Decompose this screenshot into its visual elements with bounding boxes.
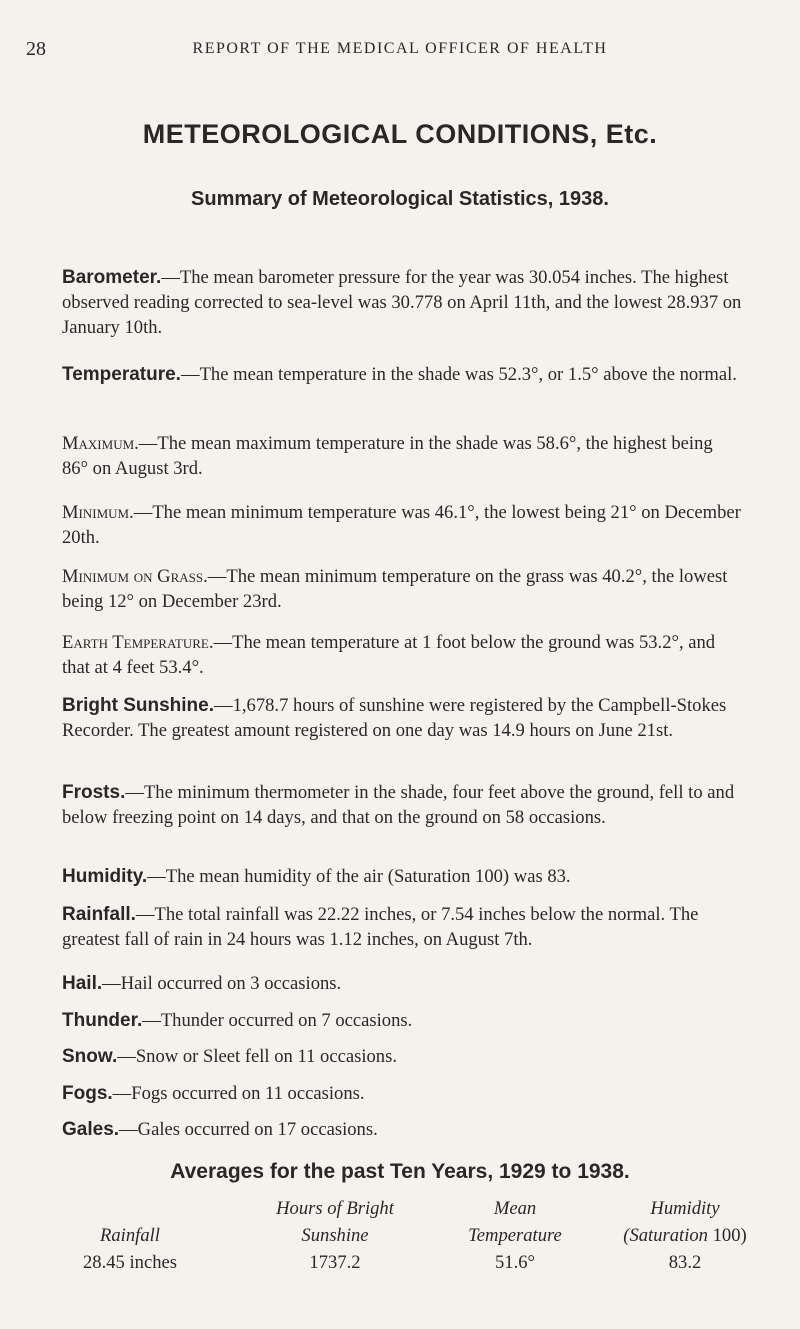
hail-paragraph — [62, 971, 743, 996]
earth-temperature-text: —The mean temperature at 1 foot below the ground was 53.2°, and that at 4 feet 53.4°. — [62, 632, 716, 678]
earth-temperature-heading: Earth Temperature. — [62, 632, 214, 653]
avg-sunshine-label: Hours of Bright — [276, 1198, 394, 1219]
avg-sunshine — [240, 1195, 430, 1276]
rainfall-paragraph — [62, 902, 743, 952]
avg-temperature — [430, 1195, 600, 1276]
humidity-paragraph — [62, 864, 743, 889]
avg-temperature-label: Mean — [493, 1198, 537, 1219]
temperature-heading: Temperature. — [62, 364, 181, 385]
section-subtitle: Summary of Meteorological Statistics, 1938. — [191, 188, 609, 210]
temperature-text: —The mean temperature in the shade was 52.3°, or 1.5° above the normal. — [180, 364, 737, 385]
earth-temperature-paragraph — [62, 630, 743, 680]
page-header — [26, 38, 774, 64]
thunder-text: —Thunder occurred on 7 occasions. — [142, 1010, 413, 1031]
humidity-text: —The mean humidity of the air (Saturation 100) was 83. — [147, 866, 571, 887]
minimum-paragraph — [62, 500, 743, 550]
maximum-paragraph — [62, 431, 743, 481]
rainfall-heading: Rainfall. — [62, 904, 136, 925]
page-number: 28 — [26, 38, 46, 60]
avg-humidity-label: Humidity — [650, 1198, 720, 1219]
humidity-heading: Humidity. — [62, 866, 148, 887]
avg-sunshine-value: 1737.2 — [309, 1252, 361, 1273]
maximum-heading: Maximum. — [62, 433, 139, 454]
thunder-heading: Thunder. — [62, 1010, 143, 1031]
temperature-paragraph — [62, 362, 743, 387]
rainfall-text: —The total rainfall was 22.22 inches, or 7.54 inches below the normal. The greatest fall of rain in 24 hours was 1.12 inches, on August 7th. — [62, 904, 699, 950]
hail-text: —Hail occurred on 3 occasions. — [102, 973, 342, 994]
avg-temperature-label: Temperature — [468, 1225, 562, 1246]
sunshine-heading: Bright Sunshine. — [62, 695, 214, 716]
gales-text: —Gales occurred on 17 occasions. — [119, 1119, 378, 1140]
snow-text: —Snow or Sleet fell on 11 occasions. — [117, 1046, 397, 1067]
snow-heading: Snow. — [62, 1046, 118, 1067]
minimum-heading: Minimum. — [62, 502, 134, 523]
avg-rainfall-label — [40, 1195, 220, 1222]
minimum-text: —The mean minimum temperature was 46.1°, the lowest being 21° on December 20th. — [62, 502, 741, 548]
running-head: REPORT OF THE MEDICAL OFFICER OF HEALTH — [192, 40, 608, 57]
frosts-heading: Frosts. — [62, 782, 126, 803]
avg-rainfall-label: Rainfall — [100, 1225, 160, 1246]
avg-sunshine-label: Sunshine — [301, 1225, 369, 1246]
avg-rainfall — [40, 1195, 220, 1276]
avg-humidity-label: (Saturation 100) — [623, 1225, 747, 1246]
fogs-text: —Fogs occurred on 11 occasions. — [112, 1083, 365, 1104]
barometer-text: —The mean barometer pressure for the year was 30.054 inches. The highest observed reading corrected to sea-level was 30.778 on April 11th, and the lowest 28.937 on January 10th. — [62, 267, 742, 338]
barometer-paragraph — [62, 265, 743, 340]
avg-humidity-value: 83.2 — [668, 1252, 702, 1273]
page-title: METEOROLOGICAL CONDITIONS, Etc. — [142, 119, 658, 149]
minimum-grass-heading: Minimum on Grass. — [62, 566, 208, 587]
avg-rainfall-value: 28.45 inches — [83, 1252, 177, 1273]
avg-temperature-value: 51.6° — [495, 1252, 535, 1273]
averages-title: Averages for the past Ten Years, 1929 to 1938. — [170, 1160, 630, 1183]
hail-heading: Hail. — [62, 973, 103, 994]
gales-heading: Gales. — [62, 1119, 120, 1140]
minimum-grass-paragraph — [62, 564, 743, 614]
barometer-heading: Barometer. — [62, 267, 162, 288]
frosts-paragraph — [62, 780, 743, 830]
fogs-heading: Fogs. — [62, 1083, 113, 1104]
sunshine-text: —1,678.7 hours of sunshine were registered by the Campbell-Stokes Recorder. The greatest amount registered on one day was 14.9 hours on June 21st. — [62, 695, 727, 741]
sunshine-paragraph — [62, 693, 743, 743]
minimum-grass-text: —The mean minimum temperature on the grass was 40.2°, the lowest being 12° on December 23rd. — [62, 566, 728, 612]
avg-humidity — [595, 1195, 775, 1276]
thunder-paragraph — [62, 1008, 743, 1033]
fogs-paragraph — [62, 1081, 743, 1106]
frosts-text: —The minimum thermometer in the shade, four feet above the ground, fell to and below freezing point on 14 days, and that on the ground on 58 occasions. — [62, 782, 735, 828]
snow-paragraph — [62, 1044, 743, 1069]
gales-paragraph — [62, 1117, 743, 1142]
maximum-text: —The mean maximum temperature in the shade was 58.6°, the highest being 86° on August 3rd. — [62, 433, 713, 479]
